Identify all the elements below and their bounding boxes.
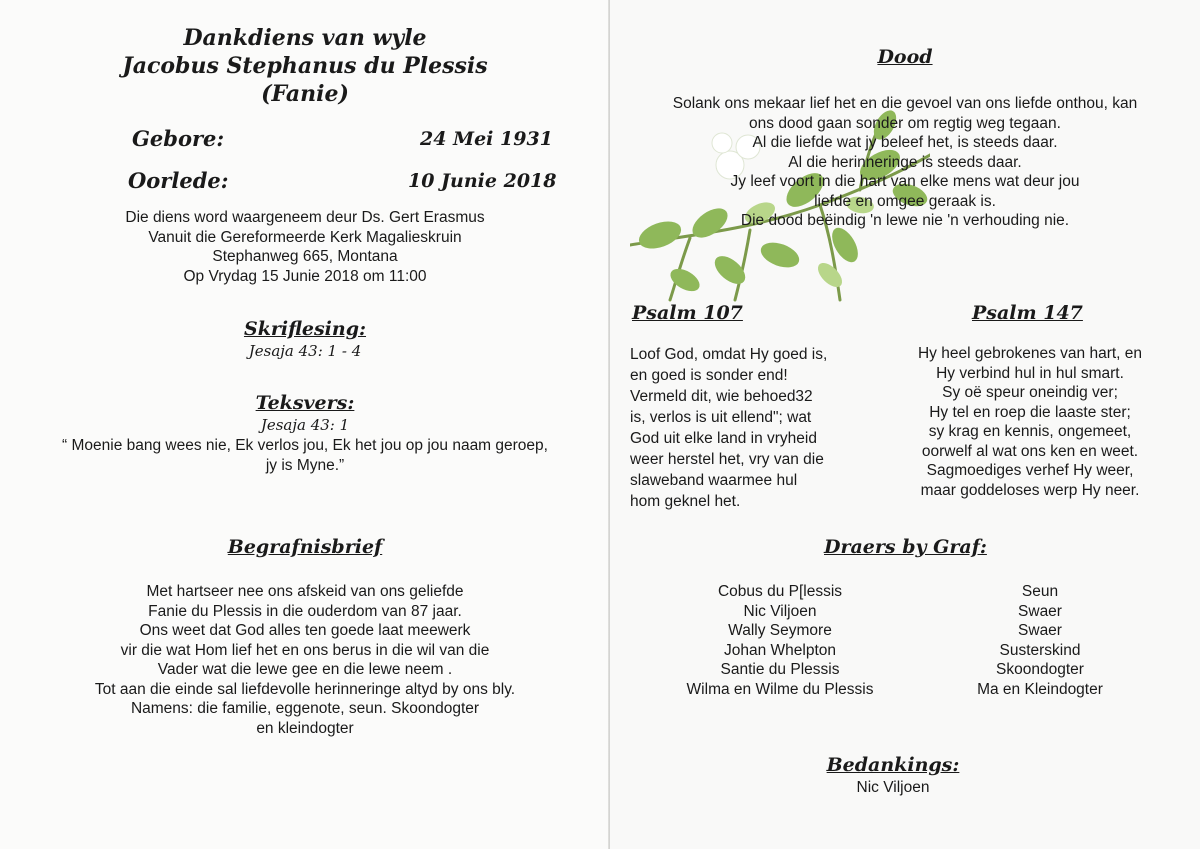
psalm-line: is, verlos is uit ellend"; wat — [630, 409, 812, 426]
verse-reference: Jesaja 43: 1 — [260, 416, 350, 434]
letter-heading: Begrafnisbrief — [227, 536, 383, 558]
psalm-line: oorwelf al wat ons ken en weet. — [921, 442, 1139, 460]
died-label: Oorlede: — [128, 168, 229, 193]
poem-line: liefde en omgee geraak is. — [814, 192, 996, 210]
bearer-relation: Ma en Kleindogter — [977, 680, 1103, 698]
bearer-relation: Skoondogter — [996, 661, 1084, 678]
psalm-line: en goed is sonder end! — [630, 367, 788, 384]
letter-section — [0, 536, 610, 558]
bearers-relations — [950, 582, 1130, 699]
psalm-line: Loof God, omdat Hy goed is, — [630, 346, 828, 363]
service-line: Die diens word waargeneem deur Ds. Gert Erasmus — [125, 209, 485, 226]
psalm-line: slaweband waarmee hul — [630, 472, 798, 489]
psalm-line: Hy heel gebrokenes van hart, en — [917, 345, 1143, 362]
verse-text — [0, 436, 610, 475]
poem-line: Die dood beëindig 'n lewe nie 'n verhouding nie. — [740, 212, 1070, 229]
verse-heading: Teksvers: — [255, 392, 355, 414]
letter-text — [0, 582, 610, 738]
bearers-heading: Draers by Graf: — [824, 536, 987, 558]
death-poem — [610, 94, 1200, 231]
letter-line: Ons weet dat God alles ten goede laat meewerk — [139, 622, 471, 639]
poem-line: Jy leef voort in die hart van elke mens wat deur jou — [730, 173, 1080, 190]
letter-line: vir die wat Hom lief het en ons berus in die wil van die — [120, 641, 490, 659]
psalm-line: hom geknel het. — [630, 493, 741, 510]
thanks-name: Nic Viljoen — [856, 779, 930, 796]
poem-line: Solank ons mekaar lief het en die gevoel van ons liefde onthou, kan — [672, 95, 1138, 112]
born-label: Gebore: — [132, 126, 225, 151]
reading-reference: Jesaja 43: 1 - 4 — [248, 342, 362, 360]
bearer-relation: Swaer — [1018, 622, 1062, 639]
letter-line: Tot aan die einde sal liefdevolle herinneringe altyd by ons bly. — [94, 680, 516, 698]
service-line: Stephanweg 665, Montana — [212, 248, 398, 265]
psalm-line: sy krag en kennis, ongemeet, — [928, 423, 1132, 440]
psalm-107-heading: Psalm 107 — [632, 302, 743, 324]
reading-section — [0, 318, 610, 360]
psalm-147-text — [885, 344, 1175, 500]
bearer-name: Nic Viljoen — [743, 602, 817, 620]
letter-line: Vader wat die lewe gee en die lewe neem . — [157, 661, 453, 678]
thanks-section — [793, 754, 993, 798]
psalm-line: Sagmoediges verhef Hy weer, — [926, 462, 1134, 479]
thanks-heading: Bedankings: — [826, 754, 960, 776]
verse-line: jy is Myne.” — [265, 456, 345, 474]
poem-line: Al die liefde wat jy beleef het, is steeds daar. — [752, 134, 1058, 151]
bearer-name: Cobus du P[lessis — [717, 583, 843, 600]
death-heading: Dood — [877, 46, 933, 68]
poem-line: ons dood gaan sonder om regtig weg tegaan. — [749, 114, 1061, 132]
bearer-relation: Seun — [1021, 583, 1059, 600]
service-line: Op Vrydag 15 Junie 2018 om 11:00 — [183, 267, 427, 285]
title-line-2: Jacobus Stephanus du Plessis — [122, 53, 488, 79]
psalm-line: weer herstel het, vry van die — [630, 451, 824, 468]
service-details — [0, 208, 610, 286]
bearer-name: Johan Whelpton — [723, 641, 837, 659]
psalm-107-text — [630, 344, 827, 512]
bearer-name: Santie du Plessis — [720, 661, 840, 678]
bearer-relation: Swaer — [1018, 602, 1062, 620]
letter-line: Namens: die familie, eggenote, seun. Skoondogter — [130, 700, 480, 717]
psalm-line: maar goddeloses werp Hy neer. — [920, 481, 1140, 499]
right-page — [610, 0, 1200, 849]
psalm-line: Hy tel en roep die laaste ster; — [929, 403, 1131, 421]
letter-line: en kleindogter — [256, 719, 354, 737]
psalm-line: God uit elke land in vryheid — [630, 430, 817, 447]
bearer-name: Wilma en Wilme du Plessis — [686, 680, 874, 698]
letter-line: Fanie du Plessis in die ouderdom van 87 jaar. — [148, 602, 462, 620]
psalm-line: Hy verbind hul in hul smart. — [936, 364, 1124, 382]
died-date: 10 Junie 2018 — [408, 170, 557, 192]
psalm-147-heading: Psalm 147 — [972, 302, 1083, 324]
title-line-1: Dankdiens van wyle — [183, 25, 427, 51]
verse-line: “ Moenie bang wees nie, Ek verlos jou, Ek het jou op jou naam geroep, — [62, 437, 548, 454]
psalm-line: Vermeld dit, wie behoed32 — [630, 388, 813, 405]
born-date: 24 Mei 1931 — [420, 128, 553, 150]
bearers-names — [670, 582, 890, 699]
letter-line: Met hartseer nee ons afskeid van ons geliefde — [146, 583, 464, 600]
memorial-title — [0, 24, 610, 108]
death-section — [610, 46, 1200, 68]
bearer-name: Wally Seymore — [728, 622, 832, 639]
service-line: Vanuit die Gereformeerde Kerk Magalieskruin — [148, 228, 462, 246]
title-line-3: (Fanie) — [261, 81, 349, 107]
poem-line: Al die herinneringe is steeds daar. — [788, 153, 1022, 171]
reading-heading: Skriflesing: — [243, 318, 367, 340]
bearer-relation: Susterskind — [999, 641, 1081, 659]
verse-section — [0, 392, 610, 475]
psalm-line: Sy oë speur oneindig ver; — [942, 384, 1118, 401]
